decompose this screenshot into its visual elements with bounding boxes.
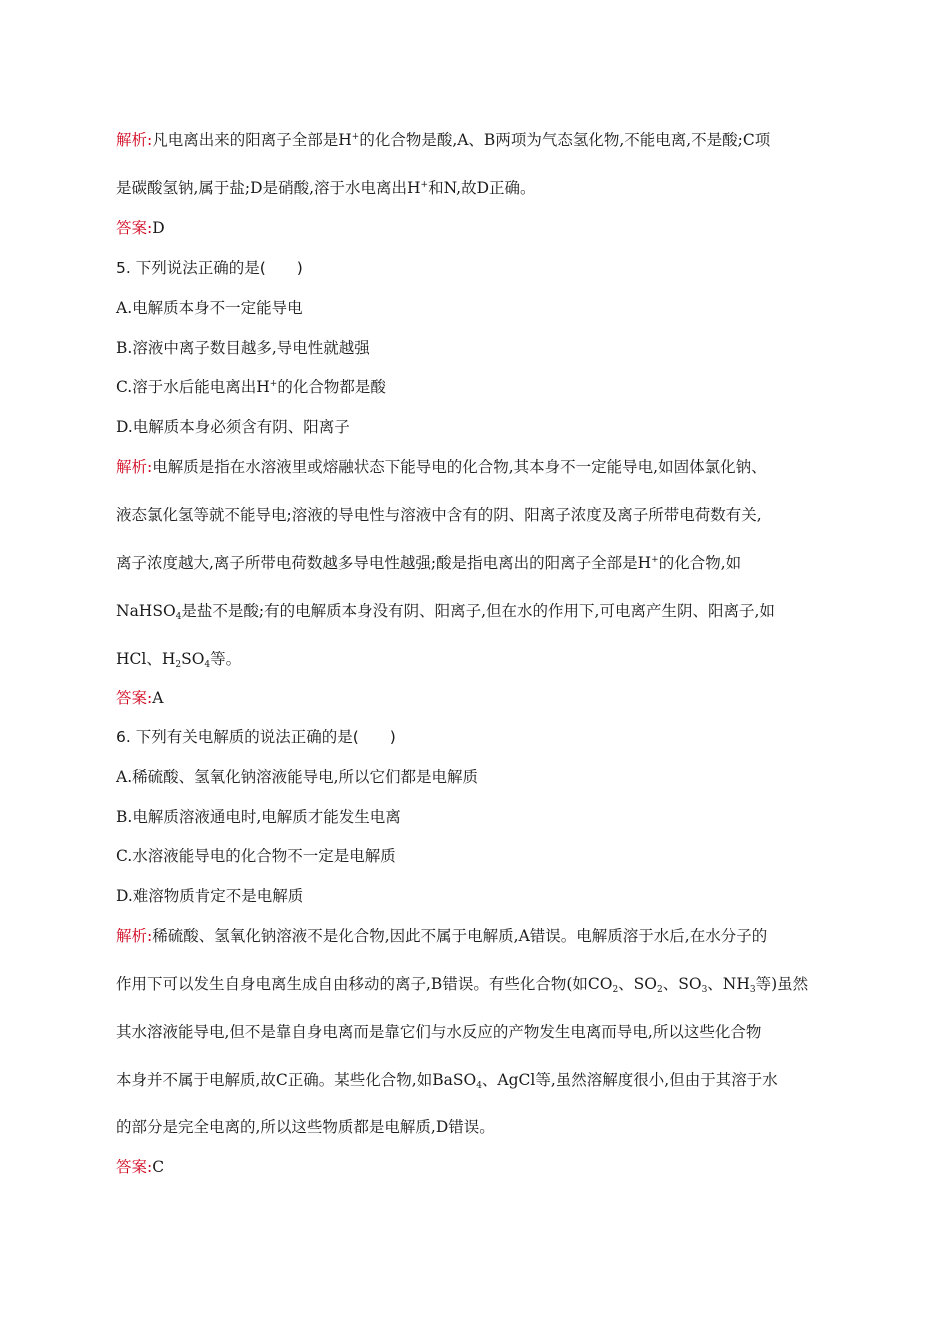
analysis-text: SO [181,650,205,668]
analysis-line [116,1069,778,1091]
subscript: 4 [476,1081,482,1091]
analysis-text: 稀硫酸、氢氧化钠溶液不是化合物,因此不属于电解质,A错误。电解质溶于水后,在水分子的 [152,927,768,945]
analysis-text: 的化合物是酸,A、B两项为气态氢化物,不能电离,不是酸;C项 [359,131,771,149]
analysis-line: 其水溶液能导电,但不是靠自身电离而是靠它们与水反应的产物发生电离而导电,所以这些化合物 [116,1023,762,1041]
option-c [116,376,386,398]
analysis-text: 电解质是指在水溶液里或熔融状态下能导电的化合物,其本身不一定能导电,如固体氯化钠、 [152,458,767,476]
analysis-text: 凡电离出来的阳离子全部是H [152,131,352,149]
analysis-line [116,456,767,478]
answer-value: D [152,219,165,237]
superscript: + [420,180,429,190]
analysis-label: 解析: [116,927,153,945]
analysis-text: 本身并不属于电解质,故C正确。某些化合物,如BaSO [116,1071,477,1089]
subscript: 4 [204,660,211,670]
option-text: C.溶于水后能电离出H [116,378,270,396]
option-text: 的化合物都是酸 [277,378,386,396]
analysis-text: 、SO [618,975,657,993]
question-stem: 5. 下列说法正确的是( ) [116,259,303,277]
analysis-text: 作用下可以发生自身电离生成自由移动的离子,B错误。有些化合物(如CO [116,975,613,993]
analysis-label: 解析: [116,131,153,149]
option-d: D.难溶物质肯定不是电解质 [116,887,304,905]
answer-label: 答案: [116,219,153,237]
option-b: B.溶液中离子数目越多,导电性就越强 [116,339,370,357]
question-stem: 6. 下列有关电解质的说法正确的是( ) [116,728,396,746]
option-a: A.稀硫酸、氢氧化钠溶液能导电,所以它们都是电解质 [116,768,479,786]
answer-line [116,217,165,239]
answer-label: 答案: [116,1158,153,1176]
analysis-text: 离子浓度越大,离子所带电荷数越多导电性越强;酸是指电离出的阳离子全部是H [116,554,652,572]
subscript: 2 [612,985,619,995]
analysis-text: 的化合物,如 [658,554,742,572]
subscript: 3 [701,985,708,995]
analysis-text: 等)虽然 [755,975,809,993]
option-a: A.电解质本身不一定能导电 [116,299,303,317]
analysis-text: 是盐不是酸;有的电解质本身没有阴、阳离子,但在水的作用下,可电离产生阴、阳离子,如 [181,602,775,620]
answer-line [116,687,163,709]
analysis-line [116,600,775,622]
analysis-line: 液态氯化氢等就不能导电;溶液的导电性与溶液中含有的阴、阳离子浓度及离子所带电荷数有关, [116,506,762,524]
analysis-line [116,973,808,995]
subscript: 4 [175,612,182,622]
analysis-line [116,177,536,199]
analysis-line: 的部分是完全电离的,所以这些物质都是电解质,D错误。 [116,1118,495,1136]
analysis-text: 等。 [210,650,242,668]
analysis-line [116,648,241,670]
analysis-line [116,129,770,151]
analysis-text: 是碳酸氢钠,属于盐;D是硝酸,溶于水电离出H [116,179,421,197]
subscript: 2 [175,660,182,670]
analysis-text: 、NH [707,975,750,993]
analysis-text: NaHSO [116,602,176,620]
analysis-text: 和N,故D正确。 [428,179,536,197]
superscript: + [651,555,659,565]
subscript: 2 [657,985,663,995]
analysis-text: 、AgCl等,虽然溶解度很小,但由于其溶于水 [481,1071,778,1089]
answer-line [116,1156,164,1178]
superscript: + [269,379,278,389]
option-d: D.电解质本身必须含有阴、阳离子 [116,418,350,436]
answer-value: A [152,689,164,707]
analysis-text: 、SO [662,975,702,993]
analysis-text: HCl、H [116,650,176,668]
subscript: 3 [749,985,756,995]
option-b: B.电解质溶液通电时,电解质才能发生电离 [116,808,401,826]
analysis-line [116,552,741,574]
analysis-label: 解析: [116,458,153,476]
superscript: + [351,132,360,142]
answer-value: C [152,1158,165,1176]
analysis-line [116,925,767,947]
option-c: C.水溶液能导电的化合物不一定是电解质 [116,847,396,865]
answer-label: 答案: [116,689,153,707]
